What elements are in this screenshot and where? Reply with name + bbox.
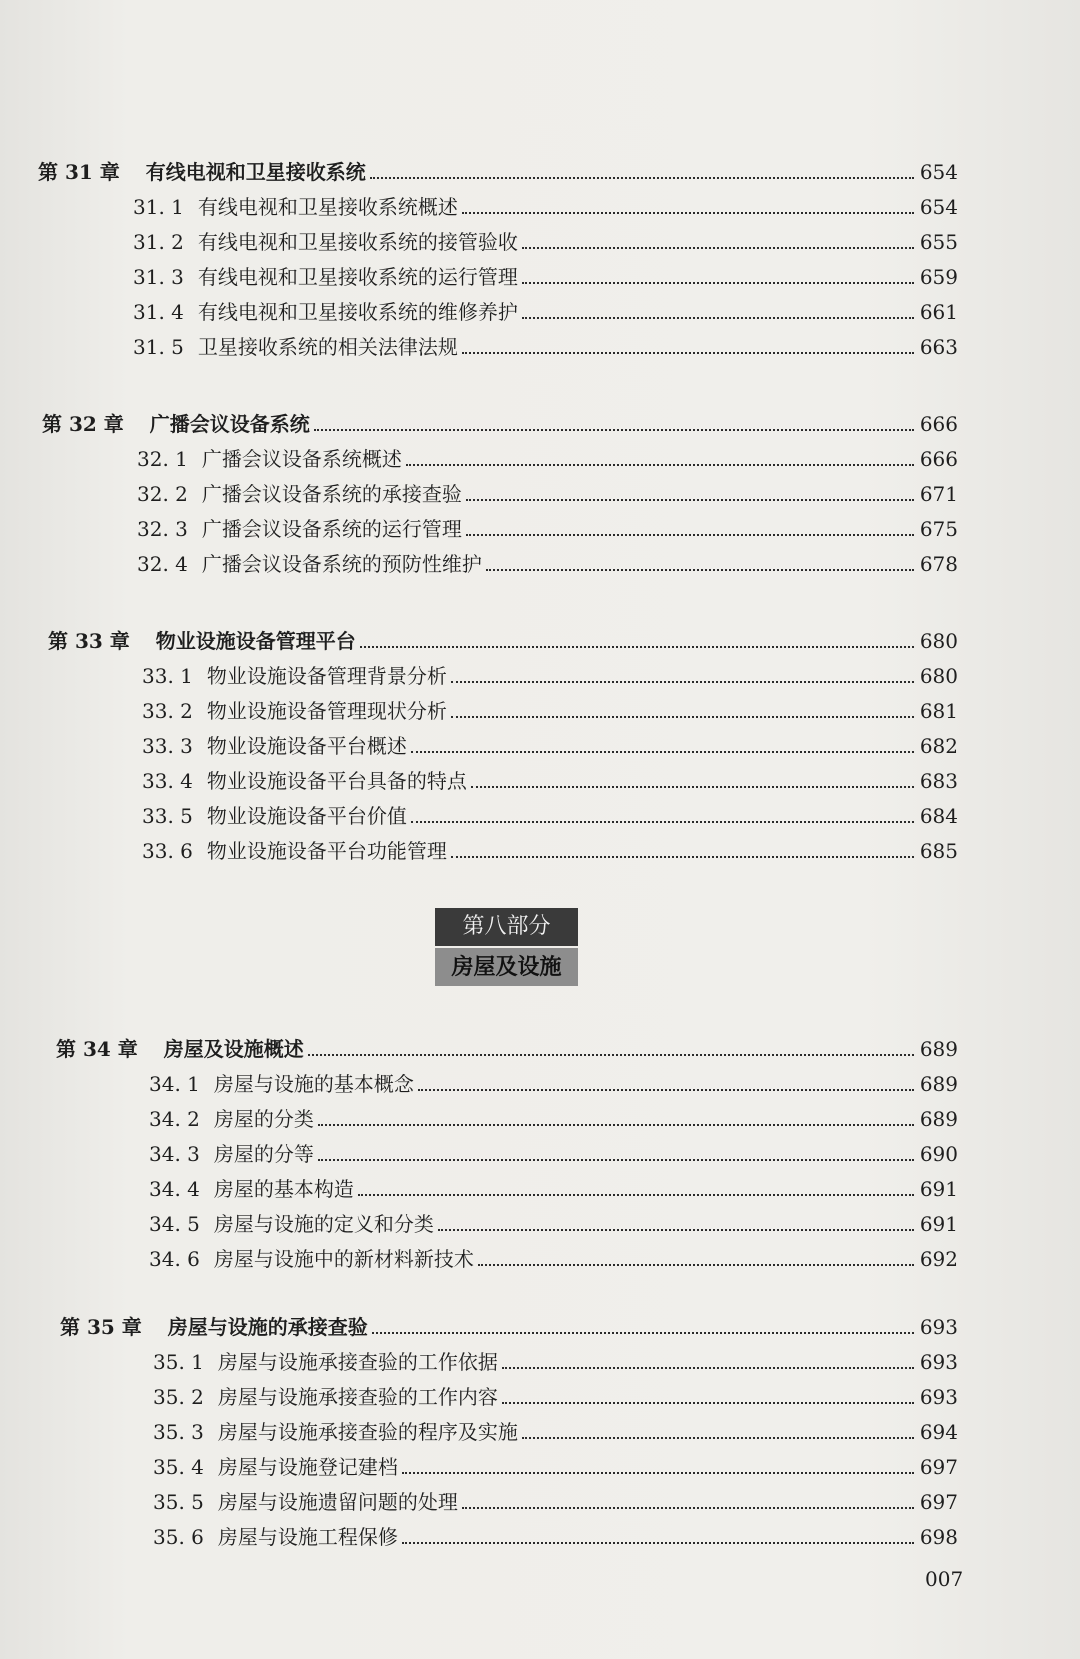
dot-leader <box>318 1158 914 1161</box>
toc-section-row <box>153 1345 958 1375</box>
page-ref: 697 <box>919 1455 958 1479</box>
section-title: 广播会议设备系统的承接查验 <box>201 482 462 506</box>
section-title: 物业设施设备平台具备的特点 <box>206 769 467 793</box>
section-title: 房屋与设施承接查验的工作内容 <box>217 1385 498 1409</box>
part-label: 第八部分 <box>435 908 578 946</box>
chapter-title: 物业设施设备管理平台 <box>155 629 356 653</box>
section-number: 31. 3 <box>133 265 184 289</box>
toc-section-row <box>133 190 958 220</box>
page-ref: 692 <box>919 1247 958 1271</box>
toc-section-row <box>142 659 958 689</box>
toc-section-row <box>142 834 958 864</box>
page-number: 007 <box>925 1567 964 1591</box>
section-number: 33. 6 <box>142 839 193 863</box>
page-ref: 680 <box>919 664 958 688</box>
dot-leader <box>370 176 914 179</box>
section-number: 34. 4 <box>149 1177 200 1201</box>
dot-leader <box>358 1193 914 1196</box>
page-ref: 685 <box>919 839 958 863</box>
section-number: 34. 2 <box>149 1107 200 1131</box>
section-number: 32. 3 <box>137 517 188 541</box>
page-ref: 698 <box>919 1525 958 1549</box>
page-ref: 680 <box>919 629 958 653</box>
dot-leader <box>466 498 914 501</box>
section-title: 房屋的分类 <box>213 1107 314 1131</box>
page-ref: 684 <box>919 804 958 828</box>
section-number: 33. 3 <box>142 734 193 758</box>
dot-leader <box>466 533 914 536</box>
page-ref: 671 <box>919 482 958 506</box>
section-title: 物业设施设备平台功能管理 <box>206 839 447 863</box>
page-ref: 681 <box>919 699 958 723</box>
section-title: 物业设施设备平台概述 <box>206 734 407 758</box>
dot-leader <box>462 211 914 214</box>
toc-section-row <box>153 1485 958 1515</box>
section-title: 卫星接收系统的相关法律法规 <box>197 335 458 359</box>
page-ref: 689 <box>919 1072 958 1096</box>
page-ref: 663 <box>919 335 958 359</box>
page-ref: 654 <box>919 160 958 184</box>
chapter-title: 房屋与设施的承接查验 <box>167 1315 368 1339</box>
dot-leader <box>418 1088 914 1091</box>
toc-section-row <box>133 330 958 360</box>
toc-section-row <box>133 295 958 325</box>
dot-leader <box>402 1471 914 1474</box>
toc-section-row <box>133 260 958 290</box>
section-number: 34. 1 <box>149 1072 200 1096</box>
section-number: 35. 3 <box>153 1420 204 1444</box>
toc-section-row <box>149 1172 958 1202</box>
toc-chapter-row <box>48 624 958 654</box>
dot-leader <box>451 715 914 718</box>
page-ref: 675 <box>919 517 958 541</box>
page-ref: 659 <box>919 265 958 289</box>
toc-section-row <box>142 764 958 794</box>
section-title: 有线电视和卫星接收系统的接管验收 <box>197 230 518 254</box>
section-title: 房屋与设施承接查验的工作依据 <box>217 1350 498 1374</box>
section-title: 房屋与设施的定义和分类 <box>213 1212 434 1236</box>
chapter-title: 广播会议设备系统 <box>149 412 310 436</box>
page-ref: 689 <box>919 1107 958 1131</box>
toc-chapter-row <box>38 155 958 185</box>
section-number: 33. 2 <box>142 699 193 723</box>
toc-section-row <box>137 442 958 472</box>
toc-section-row <box>142 729 958 759</box>
section-title: 房屋与设施的基本概念 <box>213 1072 414 1096</box>
dot-leader <box>308 1053 914 1056</box>
dot-leader <box>314 428 914 431</box>
dot-leader <box>451 855 914 858</box>
part-title: 房屋及设施 <box>435 948 578 986</box>
section-number: 32. 1 <box>137 447 188 471</box>
dot-leader <box>411 750 914 753</box>
page-ref: 682 <box>919 734 958 758</box>
section-number: 35. 2 <box>153 1385 204 1409</box>
toc-section-row <box>149 1067 958 1097</box>
toc-chapter-row <box>60 1310 958 1340</box>
page-ref: 655 <box>919 230 958 254</box>
toc-section-row <box>149 1102 958 1132</box>
section-number: 35. 5 <box>153 1490 204 1514</box>
section-number: 33. 5 <box>142 804 193 828</box>
chapter-number: 第 31 章 <box>38 160 120 184</box>
section-number: 33. 4 <box>142 769 193 793</box>
toc-section-row <box>149 1137 958 1167</box>
section-title: 有线电视和卫星接收系统的维修养护 <box>197 300 518 324</box>
chapter-number: 第 34 章 <box>56 1037 138 1061</box>
dot-leader <box>406 463 914 466</box>
page-ref: 661 <box>919 300 958 324</box>
page-ref: 693 <box>919 1350 958 1374</box>
toc-section-row <box>137 547 958 577</box>
toc-section-row <box>153 1380 958 1410</box>
chapter-title: 房屋及设施概述 <box>163 1037 304 1061</box>
section-number: 32. 4 <box>137 552 188 576</box>
dot-leader <box>471 785 914 788</box>
toc-section-row <box>142 799 958 829</box>
dot-leader <box>502 1401 914 1404</box>
section-title: 有线电视和卫星接收系统的运行管理 <box>197 265 518 289</box>
toc-chapter-row <box>42 407 958 437</box>
page-ref: 690 <box>919 1142 958 1166</box>
toc-section-row <box>133 225 958 255</box>
dot-leader <box>502 1366 914 1369</box>
dot-leader <box>522 1436 914 1439</box>
section-title: 广播会议设备系统概述 <box>201 447 402 471</box>
section-number: 35. 6 <box>153 1525 204 1549</box>
page-ref: 697 <box>919 1490 958 1514</box>
page-ref: 693 <box>919 1315 958 1339</box>
section-number: 31. 4 <box>133 300 184 324</box>
page-ref: 691 <box>919 1177 958 1201</box>
section-number: 34. 5 <box>149 1212 200 1236</box>
part-heading <box>435 908 578 986</box>
toc-section-row <box>149 1242 958 1272</box>
dot-leader <box>402 1541 914 1544</box>
dot-leader <box>522 281 914 284</box>
dot-leader <box>478 1263 914 1266</box>
page-ref: 691 <box>919 1212 958 1236</box>
section-number: 32. 2 <box>137 482 188 506</box>
dot-leader <box>522 246 914 249</box>
section-title: 房屋的基本构造 <box>213 1177 354 1201</box>
toc-chapter-row <box>56 1032 958 1062</box>
section-number: 31. 2 <box>133 230 184 254</box>
section-title: 有线电视和卫星接收系统概述 <box>197 195 458 219</box>
section-title: 广播会议设备系统的运行管理 <box>201 517 462 541</box>
section-number: 31. 1 <box>133 195 184 219</box>
dot-leader <box>372 1331 914 1334</box>
section-number: 33. 1 <box>142 664 193 688</box>
dot-leader <box>438 1228 914 1231</box>
section-title: 物业设施设备管理背景分析 <box>206 664 447 688</box>
section-number: 34. 3 <box>149 1142 200 1166</box>
section-title: 广播会议设备系统的预防性维护 <box>201 552 482 576</box>
dot-leader <box>522 316 914 319</box>
dot-leader <box>360 645 914 648</box>
section-title: 房屋与设施中的新材料新技术 <box>213 1247 474 1271</box>
section-number: 31. 5 <box>133 335 184 359</box>
page-ref: 666 <box>919 447 958 471</box>
toc-section-row <box>149 1207 958 1237</box>
chapter-number: 第 35 章 <box>60 1315 142 1339</box>
section-title: 房屋与设施承接查验的程序及实施 <box>217 1420 518 1444</box>
toc-section-row <box>137 477 958 507</box>
page-ref: 689 <box>919 1037 958 1061</box>
toc-section-row <box>153 1415 958 1445</box>
chapter-title: 有线电视和卫星接收系统 <box>145 160 366 184</box>
section-number: 35. 4 <box>153 1455 204 1479</box>
section-number: 35. 1 <box>153 1350 204 1374</box>
section-title: 房屋与设施登记建档 <box>217 1455 398 1479</box>
dot-leader <box>451 680 914 683</box>
toc-section-row <box>153 1450 958 1480</box>
toc-section-row <box>137 512 958 542</box>
section-title: 物业设施设备平台价值 <box>206 804 407 828</box>
page-ref: 694 <box>919 1420 958 1444</box>
chapter-number: 第 32 章 <box>42 412 124 436</box>
chapter-number: 第 33 章 <box>48 629 130 653</box>
section-title: 房屋与设施遗留问题的处理 <box>217 1490 458 1514</box>
section-number: 34. 6 <box>149 1247 200 1271</box>
page-ref: 666 <box>919 412 958 436</box>
page-ref: 693 <box>919 1385 958 1409</box>
dot-leader <box>411 820 914 823</box>
section-title: 房屋的分等 <box>213 1142 314 1166</box>
page-ref: 678 <box>919 552 958 576</box>
toc-section-row <box>142 694 958 724</box>
section-title: 物业设施设备管理现状分析 <box>206 699 447 723</box>
dot-leader <box>318 1123 914 1126</box>
page-ref: 654 <box>919 195 958 219</box>
toc-section-row <box>153 1520 958 1550</box>
dot-leader <box>462 351 914 354</box>
dot-leader <box>462 1506 914 1509</box>
dot-leader <box>486 568 914 571</box>
section-title: 房屋与设施工程保修 <box>217 1525 398 1549</box>
page-ref: 683 <box>919 769 958 793</box>
